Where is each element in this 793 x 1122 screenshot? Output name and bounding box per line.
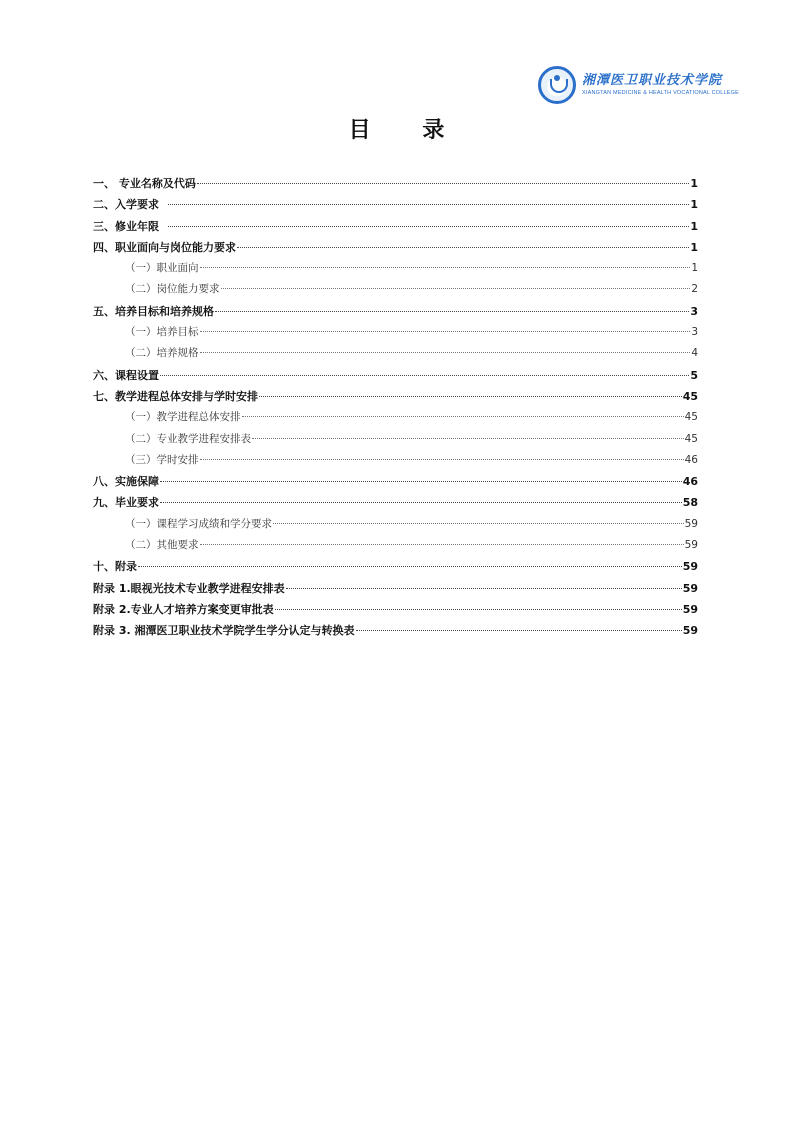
toc-page-number: 59 xyxy=(684,517,698,530)
toc-dot-leader xyxy=(215,311,689,312)
toc-entry-label: （一）培养目标 xyxy=(125,326,199,339)
toc-dot-leader xyxy=(168,226,690,227)
toc-entry-label: 附录 1.眼视光技术专业教学进程安排表 xyxy=(93,581,285,595)
toc-entry[interactable] xyxy=(93,471,698,492)
toc-entry-label: （二）专业教学进程安排表 xyxy=(125,432,251,445)
toc-entry-label: （二）培养规格 xyxy=(125,347,199,360)
toc-page-number: 3 xyxy=(690,304,698,318)
toc-page-number: 1 xyxy=(690,219,698,233)
toc-entry[interactable] xyxy=(93,237,698,258)
toc-page-number: 1 xyxy=(690,198,698,212)
toc-dot-leader xyxy=(356,630,682,631)
toc-entry[interactable] xyxy=(93,578,698,599)
toc-dot-leader xyxy=(160,481,682,482)
toc-subentry[interactable] xyxy=(93,279,698,300)
toc-entry-label: （一）职业面向 xyxy=(125,262,199,275)
toc-page-number: 1 xyxy=(690,240,698,254)
toc-page-number: 3 xyxy=(691,326,698,339)
toc-subentry[interactable] xyxy=(93,407,698,428)
college-logo xyxy=(538,64,739,106)
toc-entry-label: （二）其他要求 xyxy=(125,539,199,552)
toc-entry-label: 四、职业面向与岗位能力要求 xyxy=(93,240,236,254)
toc-page-number: 46 xyxy=(684,453,698,466)
toc-entry[interactable] xyxy=(93,216,698,237)
toc-entry-label: 三、修业年限 xyxy=(93,219,167,233)
toc-entry[interactable] xyxy=(93,492,698,513)
toc-subentry[interactable] xyxy=(93,429,698,450)
toc-subentry[interactable] xyxy=(93,343,698,364)
toc-entry[interactable] xyxy=(93,365,698,386)
toc-entry-label: 一、 专业名称及代码 xyxy=(93,177,196,190)
toc-entry[interactable] xyxy=(93,194,698,215)
toc-entry[interactable] xyxy=(93,599,698,620)
toc-entry[interactable] xyxy=(93,620,698,641)
toc-dot-leader xyxy=(160,375,689,376)
toc-dot-leader xyxy=(200,544,684,545)
toc-dot-leader xyxy=(237,247,689,248)
toc-page-number: 1 xyxy=(690,177,698,190)
toc-entry[interactable] xyxy=(93,301,698,322)
toc-entry-label: （一）教学进程总体安排 xyxy=(125,411,241,424)
page-title: 目 录 xyxy=(348,118,467,143)
toc-entry-label: 二、入学要求 xyxy=(93,198,167,212)
toc-dot-leader xyxy=(275,609,682,610)
toc-dot-leader xyxy=(200,459,684,460)
toc-dot-leader xyxy=(221,288,691,289)
toc-page-number: 1 xyxy=(691,262,698,275)
toc-entry-label: （一）课程学习成绩和学分要求 xyxy=(125,517,272,530)
toc-page-number: 59 xyxy=(682,624,698,638)
toc-dot-leader xyxy=(259,396,682,397)
table-of-contents xyxy=(93,173,698,642)
toc-page-number: 59 xyxy=(682,560,698,574)
toc-subentry[interactable] xyxy=(93,514,698,535)
toc-dot-leader xyxy=(197,183,690,184)
college-name xyxy=(582,73,739,97)
toc-subentry[interactable] xyxy=(93,535,698,556)
toc-dot-leader xyxy=(160,502,682,503)
toc-entry-label: （二）岗位能力要求 xyxy=(125,283,220,296)
toc-dot-leader xyxy=(200,352,691,353)
toc-dot-leader xyxy=(200,267,691,268)
toc-subentry[interactable] xyxy=(93,450,698,471)
college-name-en: XIANGTAN MEDICINE & HEALTH VOCATIONAL COLLEGE xyxy=(582,90,740,96)
toc-page-number: 4 xyxy=(691,347,698,360)
toc-entry[interactable] xyxy=(93,173,698,194)
toc-entry-label: 八、实施保障 xyxy=(93,475,159,489)
toc-page-number: 45 xyxy=(684,432,698,445)
toc-entry-label: 六、课程设置 xyxy=(93,368,159,382)
toc-entry[interactable] xyxy=(93,556,698,577)
toc-page-number: 59 xyxy=(682,602,698,616)
toc-dot-leader xyxy=(138,566,682,567)
toc-entry-label: 七、教学进程总体安排与学时安排 xyxy=(93,389,258,403)
toc-entry-label: 五、培养目标和培养规格 xyxy=(93,304,214,318)
toc-dot-leader xyxy=(252,438,684,439)
toc-entry[interactable] xyxy=(93,386,698,407)
toc-page-number: 59 xyxy=(682,581,698,595)
college-name-cn: 湘潭医卫职业技术学院 xyxy=(582,73,723,88)
toc-subentry[interactable] xyxy=(93,258,698,279)
toc-entry-label: 九、毕业要求 xyxy=(93,496,159,510)
college-seal-icon xyxy=(538,66,576,104)
toc-dot-leader xyxy=(200,331,691,332)
toc-entry-label: （三）学时安排 xyxy=(125,453,199,466)
toc-page-number: 2 xyxy=(691,283,698,296)
toc-subentry[interactable] xyxy=(93,322,698,343)
toc-page-number: 5 xyxy=(690,368,698,382)
toc-page-number: 45 xyxy=(684,411,698,424)
toc-page-number: 45 xyxy=(682,389,698,403)
toc-page-number: 59 xyxy=(684,539,698,552)
toc-dot-leader xyxy=(273,523,684,524)
toc-page-number: 58 xyxy=(682,496,698,510)
toc-page-number: 46 xyxy=(682,475,698,489)
toc-dot-leader xyxy=(242,416,684,417)
toc-entry-label: 附录 2.专业人才培养方案变更审批表 xyxy=(93,602,274,616)
toc-dot-leader xyxy=(168,204,690,205)
toc-entry-label: 附录 3. 湘潭医卫职业技术学院学生学分认定与转换表 xyxy=(93,624,355,638)
toc-entry-label: 十、附录 xyxy=(93,560,137,574)
toc-dot-leader xyxy=(286,588,682,589)
